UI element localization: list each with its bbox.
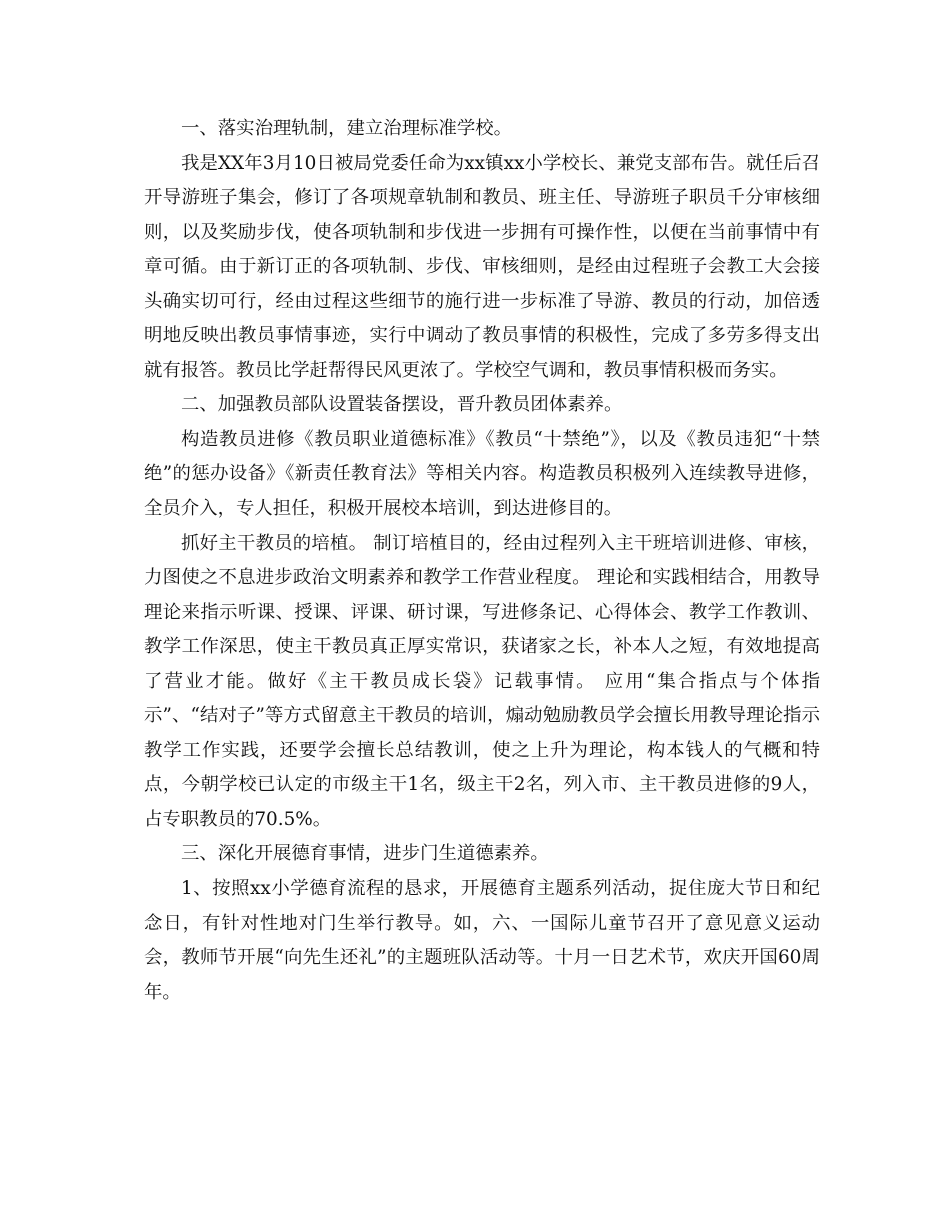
paragraph-key-teachers: 抓好主干教员的培植。 制订培植目的，经由过程列入主干班培训进修、审核，力图使之不息进步政治文明素养和教学工作营业程度。 理论和实践相结合，用教导理论来指示听课、授课、评课、研讨课，写进修条记、心得体会、教学工作教训、教学工作深思，使主干教员真正厚实常识，获诸家之长，补本人之短，有效地提高了营业才能。做好《主干教员成长袋》记载事情。 应用“集合指点与个体指示”、“结对子”等方式留意主干教员的培训，煽动勉励教员学会擅长用教导理论指示教学工作实践，还要学会擅长总结教训，使之上升为理论，构本钱人的气概和特点，今朝学校已认定的市级主干1名，级主干2名，列入市、主干教员进修的9人，占专职教员的70.5%。 [144, 532, 820, 830]
document-page [144, 112, 820, 1010]
paragraph-moral-education: 1、按照xx小学德育流程的恳求，开展德育主题系列活动，捉住庞大节日和纪念日，有针对性地对门生举行教导。如，六、一国际儿童节召开了意见意义运动会，教师节开展“向先生还礼”的主题班队活动等。十月一日艺术节，欢庆开国60周年。 [144, 878, 820, 1003]
paragraph-management-system: 我是XX年3月10日被局党委任命为xx镇xx小学校长、兼党支部布告。就任后召开导游班子集会，修订了各项规章轨制和教员、班主任、导游班子职员千分审核细则，以及奖励步伐，使各项轨制和步伐进一步拥有可操作性，以便在当前事情中有章可循。由于新订正的各项轨制、步伐、审核细则，是经由过程班子会教工大会接头确实切可行，经由过程这些细节的施行进一步标准了导游、教员的行动，加倍透明地反映出教员事情事迹，实行中调动了教员事情的积极性，完成了多劳多得支出就有报答。教员比学赶帮得民风更浓了。学校空气调和，教员事情积极而务实。 [144, 152, 820, 381]
section-heading-3: 三、深化开展德育事情，进步门生道德素养。 [181, 843, 549, 865]
section-heading-1: 一、落实治理轨制，建立治理标准学校。 [181, 118, 513, 139]
section-heading-2: 二、加强教员部队设置装备摆设，晋升教员团体素养。 [181, 394, 623, 416]
paragraph-teacher-study: 构造教员进修《教员职业道德标准》《教员“十禁绝”》，以及《教员违犯“十禁绝”的惩办设备》《新责任教育法》等相关内容。构造教员积极列入连续教导进修，全员介入，专人担任，积极开展校本培训，到达进修目的。 [144, 428, 820, 520]
